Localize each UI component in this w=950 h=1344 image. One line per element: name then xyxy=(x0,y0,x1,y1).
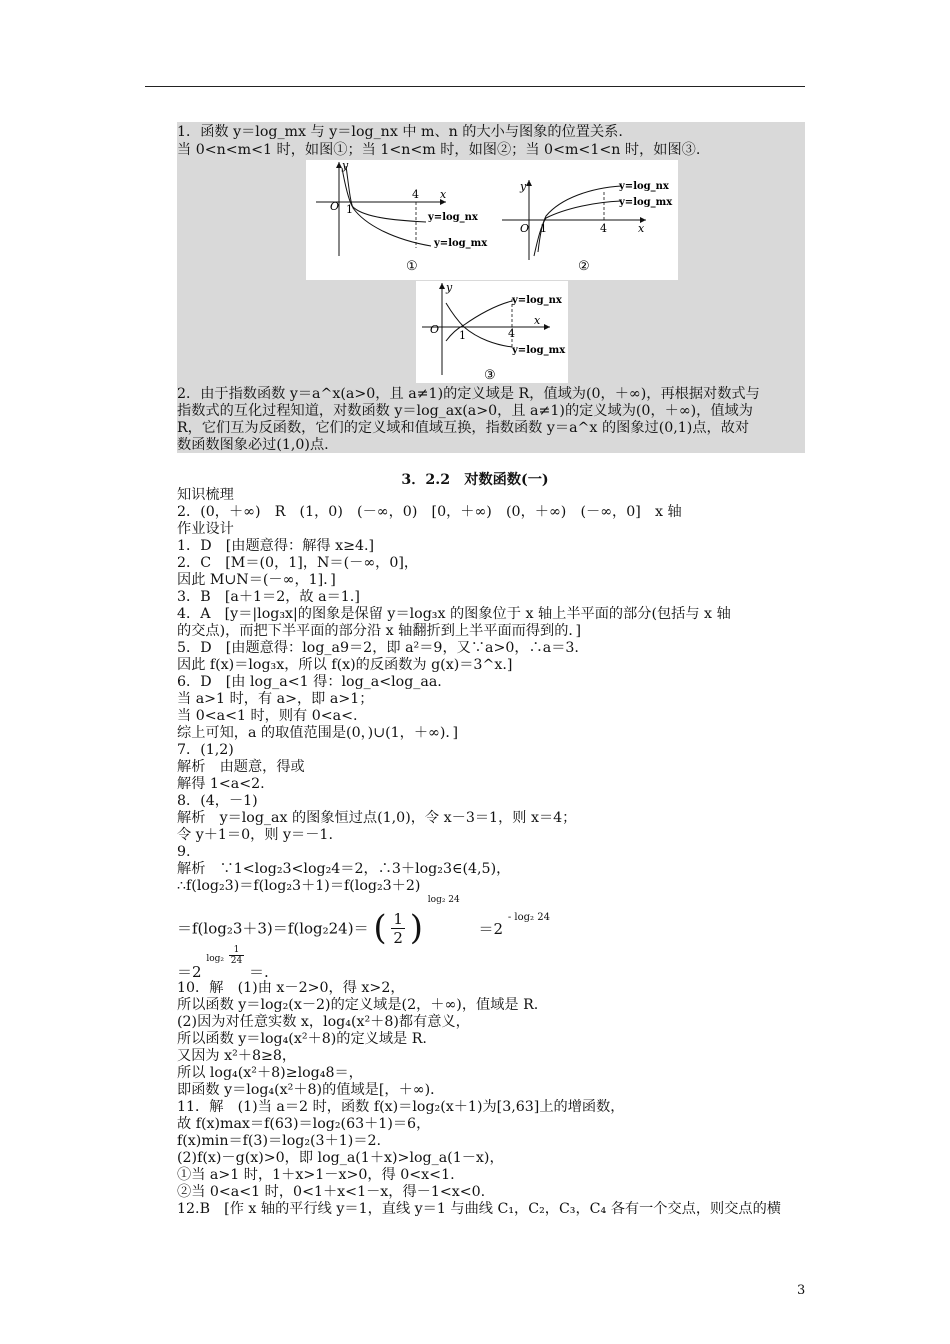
text-line: 10．解 (1)由 x－2>0，得 x>2， xyxy=(177,980,405,996)
x-axis-label: x xyxy=(440,188,447,201)
text-line: 2．C [M＝(0，1]，N＝(－∞，0]， xyxy=(177,555,419,571)
paren-left: ( xyxy=(373,908,387,948)
tick-4-label: 4 xyxy=(600,222,607,235)
text-line: 因此 f(x)＝log₃x，所以 f(x)的反函数为 g(x)＝3^x.] xyxy=(177,657,513,673)
text-line: 综上可知，a 的取值范围是(0，)∪(1，＋∞)．] xyxy=(177,725,459,741)
y-axis-label: y xyxy=(446,281,453,294)
origin-label: O xyxy=(430,323,440,336)
curve-label-n: y=log_nx xyxy=(619,181,669,192)
figure-1-graph xyxy=(316,160,488,274)
fraction-denominator: 2 xyxy=(393,928,403,947)
text-line: 解得 1<a<2. xyxy=(177,776,265,792)
paren-right: ) xyxy=(409,908,423,948)
figure-caption: ② xyxy=(578,259,590,274)
text-line: 11．解 (1)当 a＝2 时，函数 f(x)＝log₂(x＋1)为[3,63]上的增函数， xyxy=(177,1099,625,1115)
text-line: 12.B [作 x 轴的平行线 y＝1，直线 y＝1 与曲线 C₁，C₂，C₃，C₄ 各有一个交点，则交点的横 xyxy=(177,1201,781,1217)
text-line: 当 0<a<1 时，则有 0<a<. xyxy=(177,708,358,724)
y-axis-label: y xyxy=(342,160,349,172)
curve-label-m: y=log_mx xyxy=(434,238,488,249)
text-line: 4．A [y＝|log₃x|的图象是保留 y＝log₃x 的图象位于 x 轴上半平面的部分(包括与 x 轴 xyxy=(177,606,731,622)
text-line: 当 a>1 时，有 a>，即 a>1； xyxy=(177,691,374,707)
text-line: 6．D [由 log_a<1 得：log_a<log_aa. xyxy=(177,674,442,690)
tick-4-label: 4 xyxy=(508,327,515,340)
math-prefix: ＝2 xyxy=(177,963,202,981)
figure-3-graph xyxy=(422,281,566,383)
figure-panel-1-2 xyxy=(306,160,678,280)
text-line: ②当 0<a<1 时，0<1＋x<1－x，得－1<x<0. xyxy=(177,1184,486,1200)
y-axis-label: y xyxy=(520,180,527,193)
text-line: 所以函数 y＝log₄(x²＋8)的定义域是 R. xyxy=(177,1031,427,1047)
text-line: 所以函数 y＝log₂(x－2)的定义域是(2，＋∞)，值域是 R. xyxy=(177,997,539,1013)
text-line: 解析 ∵1<log₂3<log₂4＝2，∴3＋log₂3∈(4,5)， xyxy=(177,861,511,877)
text-line: 9. xyxy=(177,844,191,860)
origin-label: O xyxy=(330,200,340,213)
box-line: R，它们互为反函数，它们的定义域和值域互换，指数函数 y＝a^x 的图象过(0,1)点，故对 xyxy=(177,420,750,436)
tick-1-label: 1 xyxy=(346,203,353,216)
exponent: log₂ 24 xyxy=(427,895,460,905)
text-line: 知识梳理 xyxy=(177,487,234,503)
text-line: f(x)min＝f(3)＝log₂(3＋1)＝2. xyxy=(177,1133,382,1149)
text-line: 解析 y＝log_ax 的图象恒过点(1,0)，令 x－3＝1，则 x＝4； xyxy=(177,810,577,826)
tick-4-label: 4 xyxy=(412,188,419,201)
text-line: (2)f(x)－g(x)>0，即 log_a(1＋x)>log_a(1－x)， xyxy=(177,1150,504,1166)
text-line: 即函数 y＝log₄(x²＋8)的值域是[，＋∞)． xyxy=(177,1082,445,1098)
header-rule xyxy=(145,86,805,87)
math-prefix: ＝f(log₂3＋3)＝f(log₂24)＝ xyxy=(177,919,369,938)
text-line: 8．(4，－1) xyxy=(177,793,258,809)
x-axis-label: x xyxy=(638,222,645,235)
math-expression-1 xyxy=(177,895,550,948)
text-line: 所以 log₄(x²＋8)≥log₄8＝， xyxy=(177,1065,363,1081)
text-line: 解析 由题意，得或 xyxy=(177,759,305,775)
box-line: 当 0<n<m<1 时，如图①；当 1<n<m 时，如图②；当 0<m<1<n 时，如图③. xyxy=(177,142,701,158)
box-line: 指数式的互化过程知道，对数函数 y＝log_ax(a>0，且 a≠1)的定义域为(0，＋∞)，值域为 xyxy=(177,403,753,419)
exponent-denominator: 24 xyxy=(230,956,243,966)
tick-1-label: 1 xyxy=(459,329,466,342)
text-line: 令 y＋1＝0，则 y＝－1. xyxy=(177,827,333,843)
figure-caption: ③ xyxy=(484,368,496,383)
math-suffix: ＝. xyxy=(249,963,269,981)
text-line: 1．D [由题意得：解得 x≥4.] xyxy=(177,538,375,554)
exponent: - log₂ 24 xyxy=(507,912,550,923)
box-line: 数函数图象必过(1,0)点. xyxy=(177,437,329,453)
exponent-numerator: 1 xyxy=(229,945,244,956)
origin-label: O xyxy=(520,222,530,235)
curve-label-m: y=log_mx xyxy=(619,197,673,208)
figure-panel-3 xyxy=(416,281,568,383)
box-line: 1．函数 y＝log_mx 与 y＝log_nx 中 m、n 的大小与图象的位置关系. xyxy=(177,124,623,140)
section-title: 3．2.2 对数函数(一) xyxy=(401,472,549,488)
page-number: 3 xyxy=(797,1283,806,1298)
text-line: 3．B [a＋1＝2，故 a＝1.] xyxy=(177,589,360,605)
text-line: 作业设计 xyxy=(177,521,234,537)
text-line: ∴f(log₂3)＝f(log₂3＋1)＝f(log₂3＋2) xyxy=(177,878,421,894)
curve-label-n: y=log_nx xyxy=(428,212,478,223)
text-line: 因此 M∪N＝(－∞，1]．] xyxy=(177,572,336,588)
tick-1-label: 1 xyxy=(540,222,547,235)
curve-label-m: y=log_mx xyxy=(512,345,566,356)
text-line: 故 f(x)max＝f(63)＝log₂(63＋1)＝6， xyxy=(177,1116,431,1132)
math-middle: ＝2 xyxy=(478,919,504,938)
math-expression-2 xyxy=(177,945,269,981)
text-line: 5．D [由题意得：log_a9＝2，即 a²＝9，又∵a>0，∴a＝3. xyxy=(177,640,579,656)
text-line: 的交点)，而把下半平面的部分沿 x 轴翻折到上半平面而得到的．] xyxy=(177,623,582,639)
exponent: log₂ xyxy=(206,954,224,964)
curve-label-n: y=log_nx xyxy=(512,295,562,306)
text-line: ①当 a>1 时，1＋x>1－x>0，得 0<x<1. xyxy=(177,1167,455,1183)
box-line: 2．由于指数函数 y＝a^x(a>0，且 a≠1)的定义域是 R，值域为(0，＋∞)，再根据对数式与 xyxy=(177,386,760,402)
x-axis-label: x xyxy=(534,314,541,327)
text-line: 又因为 x²＋8≥8， xyxy=(177,1048,297,1064)
figure-caption: ① xyxy=(406,259,418,274)
fraction-numerator: 1 xyxy=(393,909,403,928)
figure-2-graph xyxy=(502,180,673,274)
text-line: 2．(0，＋∞) R (1，0) (－∞，0) [0，＋∞) (0，＋∞) (－∞，0] x 轴 xyxy=(177,504,682,520)
text-line: 7．(1,2) xyxy=(177,742,234,758)
text-line: (2)因为对任意实数 x，log₄(x²＋8)都有意义， xyxy=(177,1014,470,1030)
